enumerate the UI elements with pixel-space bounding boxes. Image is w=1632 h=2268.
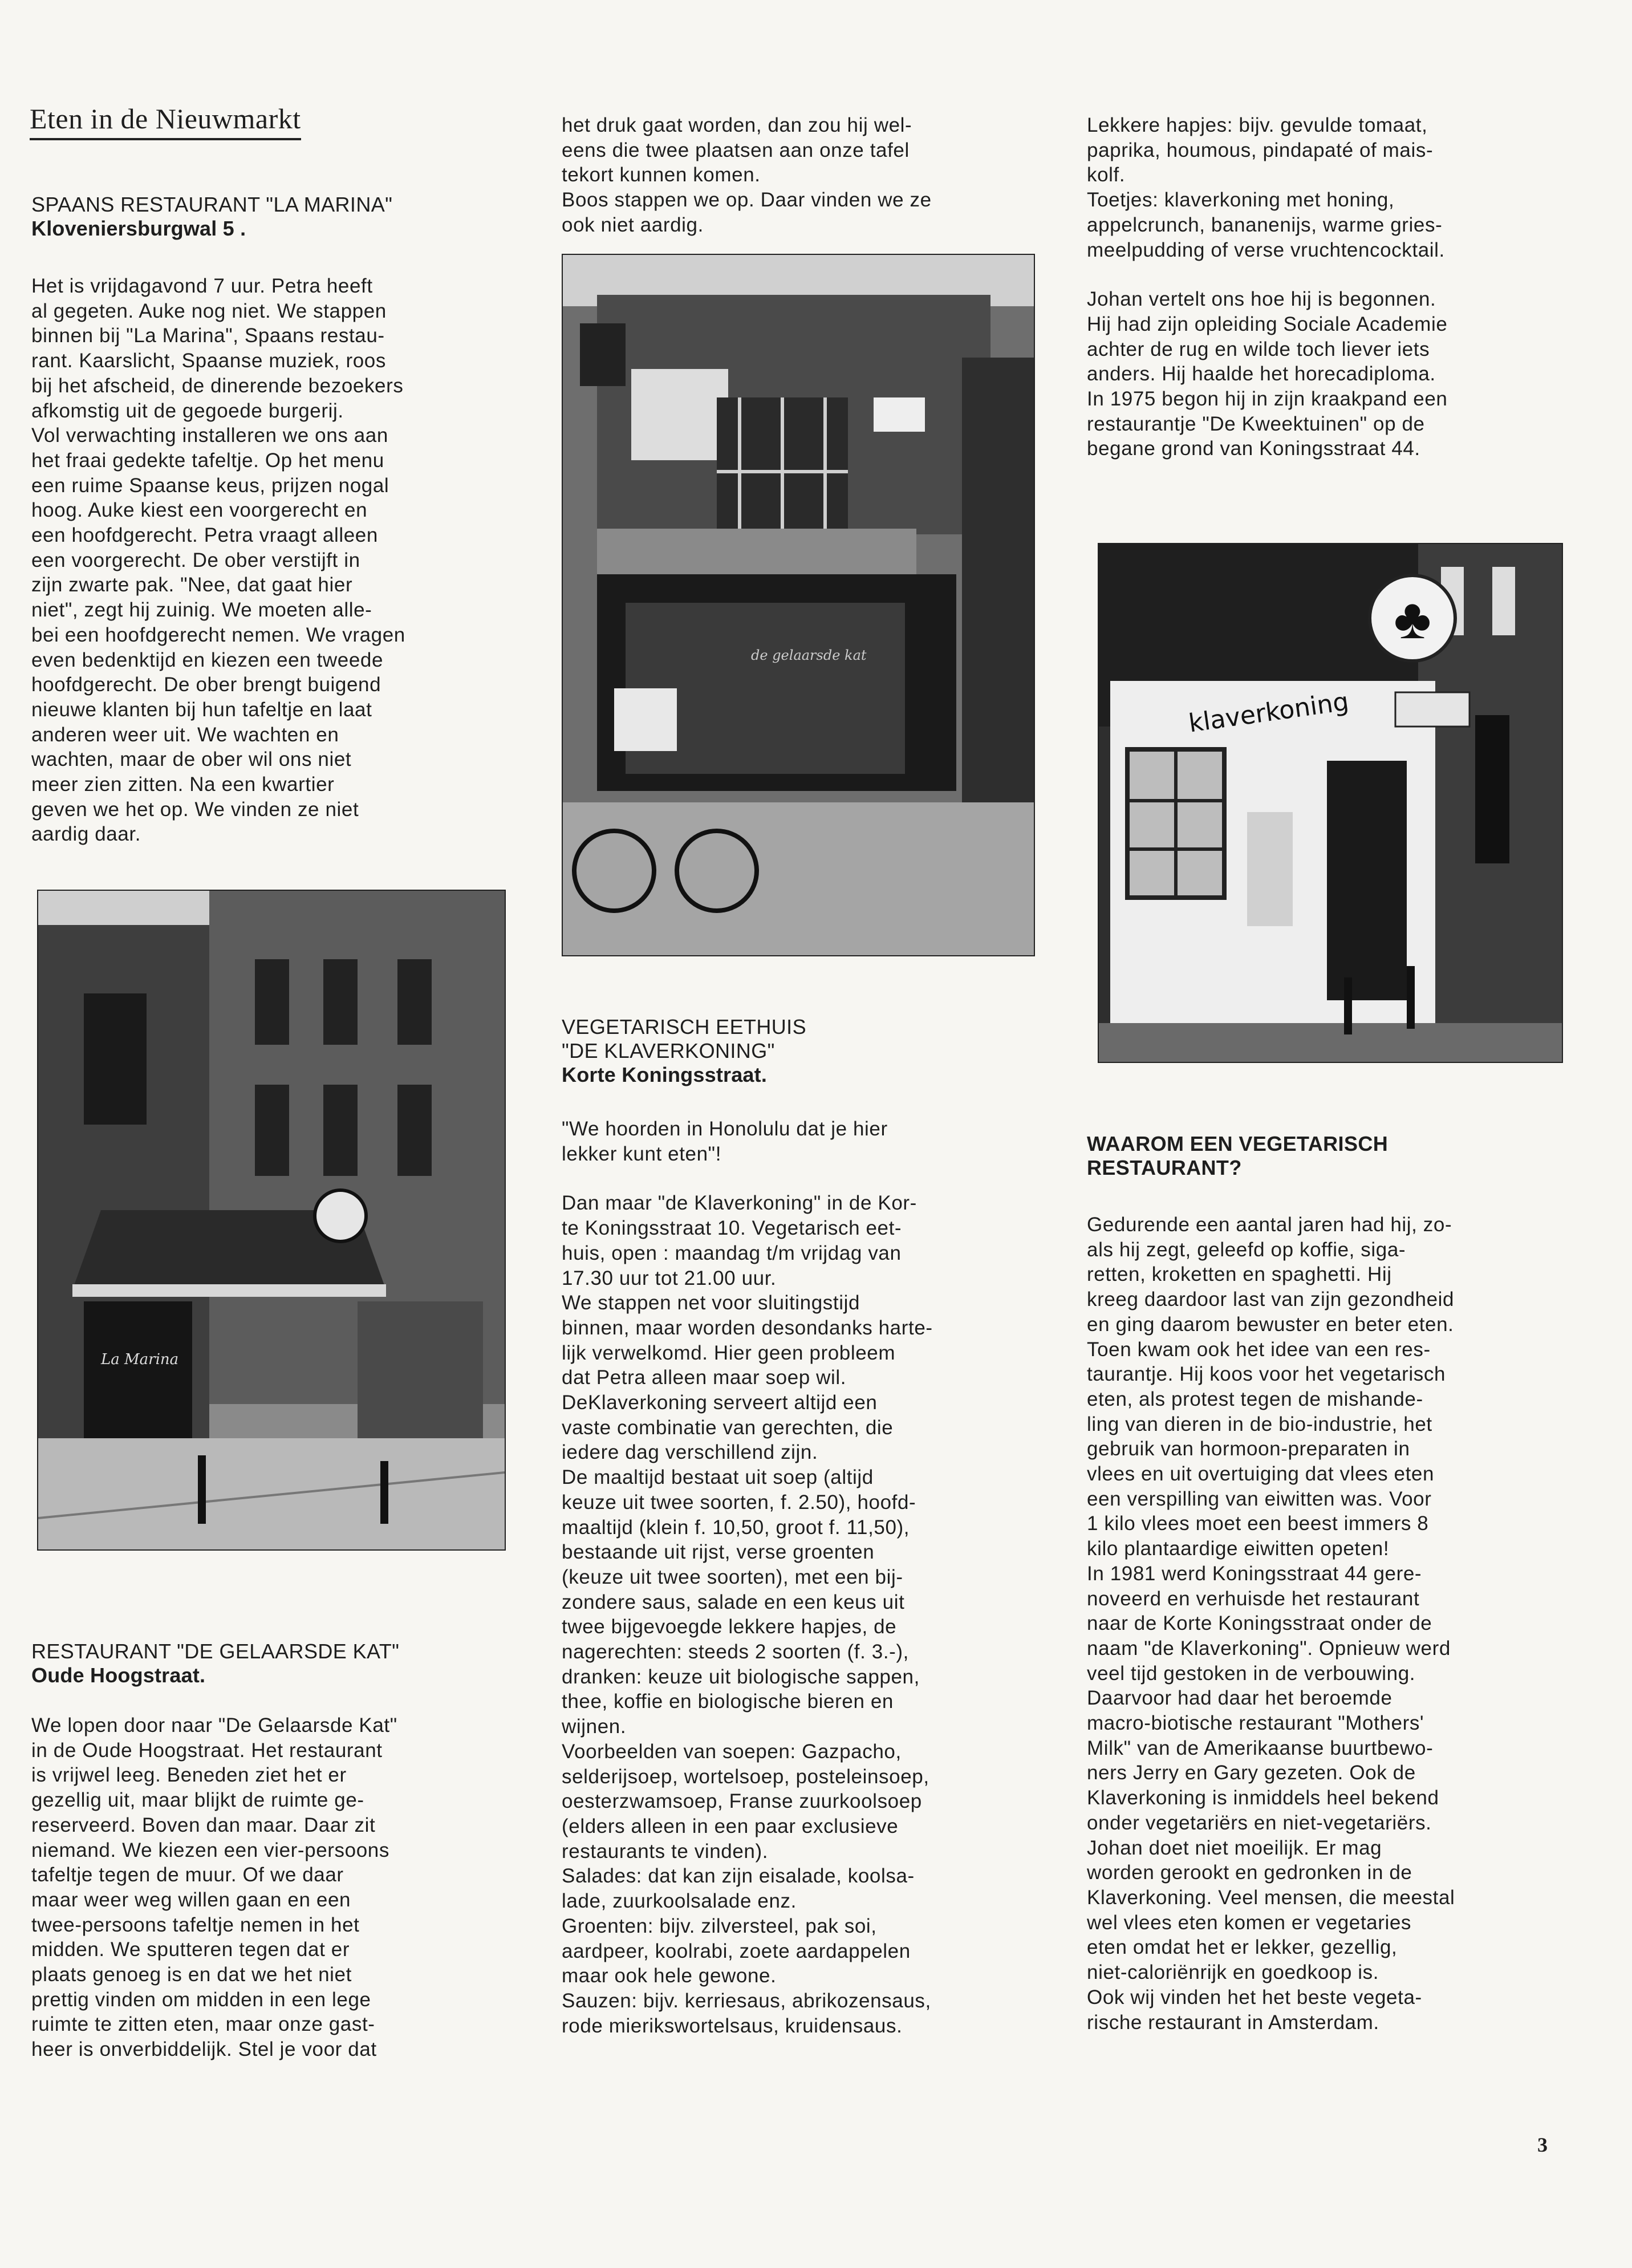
text-line: wachten, maar de ober wil ons niet <box>31 748 352 771</box>
text-line: restaurantje "De Kweektuinen" op de <box>1087 412 1425 435</box>
klaverkoning-address: Korte Koningsstraat. <box>562 1063 768 1086</box>
text-line: Johan doet niet moeilijk. Er mag <box>1087 1836 1382 1859</box>
text-line: wel vlees eten komen er vegetaries <box>1087 1911 1412 1934</box>
text-line: hoofdgerecht. De ober brengt buigend <box>31 673 381 696</box>
text-line: veel tijd gestoken in de verbouwing. <box>1087 1662 1416 1685</box>
text-line: niet-caloriënrijk en goedkoop is. <box>1087 1961 1379 1984</box>
text-line: zondere saus, salade en een keus uit <box>562 1591 905 1613</box>
text-line: Boos stappen we op. Daar vinden we ze <box>562 189 932 212</box>
text-line: We stappen net voor sluitingstijd <box>562 1292 860 1314</box>
text-line: rant. Kaarslicht, Spaanse muziek, roos <box>31 350 386 372</box>
text-line: zijn zwarte pak. "Nee, dat gaat hier <box>31 574 353 597</box>
text-line: Toetjes: klaverkoning met honing, <box>1087 189 1395 212</box>
marina-review <box>31 274 505 847</box>
text-line: even bedenktijd en kiezen een tweede <box>31 648 384 671</box>
marina-heading <box>31 193 499 241</box>
text-line: selderijsoep, wortelsoep, posteleinsoep, <box>562 1765 929 1788</box>
text-line: Johan vertelt ons hoe hij is begonnen. <box>1087 288 1436 311</box>
text-line: reserveerd. Boven dan maar. Daar zit <box>31 1813 376 1836</box>
marina-name: SPAANS RESTAURANT "LA MARINA" <box>31 193 393 216</box>
text-line: midden. We sputteren tegen dat er <box>31 1938 350 1961</box>
text-line: is vrijwel leeg. Beneden ziet het er <box>31 1764 347 1787</box>
text-line: oesterzwamsoep, Franse zuurkoolsoep <box>562 1790 922 1813</box>
section-title: Eten in de Nieuwmarkt <box>30 102 301 140</box>
text-line: Vol verwachting installeren we ons aan <box>31 424 388 447</box>
text-line: aardig daar. <box>31 823 141 846</box>
waarom-heading-line2: RESTAURANT? <box>1087 1156 1242 1179</box>
text-line: meer zien zitten. Na een kwartier <box>31 773 335 796</box>
text-line: lijk verwelkomd. Hier geen probleem <box>562 1341 896 1364</box>
gelaarsde-heading <box>31 1640 505 1687</box>
text-line: en ging daarom bewuster en beter eten. <box>1087 1313 1454 1336</box>
text-line: kreeg daardoor last van zijn gezondheid <box>1087 1288 1455 1311</box>
waarom-heading-line1: WAAROM EEN VEGETARISCH <box>1087 1132 1389 1155</box>
text-line: begane grond van Koningsstraat 44. <box>1087 437 1420 460</box>
text-line: een voorgerecht. De ober verstijft in <box>31 549 360 571</box>
text-line: het druk gaat worden, dan zou hij wel- <box>562 114 912 136</box>
text-line: appelcrunch, bananenijs, warme gries- <box>1087 213 1443 236</box>
text-line: maaltijd (klein f. 10,50, groot f. 11,50), <box>562 1516 910 1539</box>
text-line: niet", zegt hij zuinig. We moeten alle- <box>31 599 372 622</box>
text-line: bestaande uit rijst, verse groenten <box>562 1541 875 1564</box>
text-line: achter de rug en wilde toch liever iets <box>1087 338 1430 360</box>
text-line: gebruik van hormoon-preparaten in <box>1087 1438 1410 1460</box>
photo-sign-klaverkoning: klaverkoning <box>1187 687 1351 739</box>
photo-sign-la-marina: La Marina <box>101 1351 179 1368</box>
marina-address: Kloveniersburgwal 5 . <box>31 217 246 240</box>
klaverkoning-menu-notes <box>1087 113 1560 461</box>
text-line: binnen bij "La Marina", Spaans restau- <box>31 324 385 347</box>
text-line: lekker kunt eten"! <box>562 1142 722 1165</box>
text-line: plaats genoeg is en dat we het niet <box>31 1963 352 1986</box>
text-line: hoog. Auke kiest een voorgerecht en <box>31 499 368 522</box>
text-line: Daarvoor had daar het beroemde <box>1087 1687 1393 1710</box>
photo-la-marina <box>37 890 506 1551</box>
text-line: 17.30 uur tot 21.00 uur. <box>562 1267 777 1289</box>
text-line: Toen kwam ook het idee van een res- <box>1087 1338 1431 1361</box>
text-line: meelpudding of verse vruchtencocktail. <box>1087 238 1445 261</box>
text-line: niemand. We kiezen een vier-persoons <box>31 1839 389 1861</box>
text-line: ook niet aardig. <box>562 213 704 236</box>
text-line: twee-persoons tafeltje nemen in het <box>31 1913 360 1936</box>
text-line: eten omdat het er lekker, gezellig, <box>1087 1936 1398 1959</box>
text-line: kolf. <box>1087 164 1126 186</box>
text-line: heer is onverbiddelijk. Stel je voor dat <box>31 2038 377 2061</box>
text-line: naam "de Klaverkoning". Opnieuw werd <box>1087 1637 1451 1660</box>
gelaarsde-name: RESTAURANT "DE GELAARSDE KAT" <box>31 1640 400 1663</box>
text-line: paprika, houmous, pindapaté of mais- <box>1087 139 1434 161</box>
text-line: iedere dag verschillend zijn. <box>562 1441 818 1464</box>
text-line: dranken: keuze uit biologische sappen, <box>562 1665 920 1688</box>
text-line: In 1981 werd Koningsstraat 44 gere- <box>1087 1562 1422 1585</box>
text-line: (keuze uit twee soorten), met een bij- <box>562 1565 903 1588</box>
text-line: vlees en uit overtuiging dat vlees eten <box>1087 1463 1435 1486</box>
text-line: gezellig uit, maar blijkt de ruimte ge- <box>31 1789 364 1812</box>
text-line: nagerechten: steeds 2 soorten (f. 3.-), <box>562 1641 910 1664</box>
waarom-heading <box>1087 1132 1560 1180</box>
text-line: Milk" van de Amerikaanse buurtbewo- <box>1087 1736 1434 1759</box>
text-line: anders. Hij haalde het horecadiploma. <box>1087 363 1436 386</box>
photo-sign-gelaarsde: de gelaarsde kat <box>751 647 867 663</box>
text-line: macro-biotische restaurant "Mothers' <box>1087 1712 1424 1735</box>
text-line: een verspilling van eiwitten was. Voor <box>1087 1487 1432 1510</box>
text-line: eten, als protest tegen de mishande- <box>1087 1387 1423 1410</box>
waarom-text <box>1087 1212 1566 2035</box>
text-line: Gedurende een aantal jaren had hij, zo- <box>1087 1214 1452 1236</box>
text-line: maar ook hele gewone. <box>562 1965 777 1987</box>
klaverkoning-name-line2: "DE KLAVERKONING" <box>562 1039 775 1062</box>
text-line: "We hoorden in Honolulu dat je hier <box>562 1118 888 1140</box>
klaverkoning-review <box>562 1117 1046 2038</box>
text-line: rode mierikswortelsaus, kruidensaus. <box>562 2014 903 2037</box>
text-line: Salades: dat kan zijn eisalade, koolsa- <box>562 1865 915 1888</box>
text-line: thee, koffie en biologische bieren en <box>562 1690 894 1713</box>
text-line: Sauzen: bijv. kerriesaus, abrikozensaus, <box>562 1989 931 2012</box>
text-line: ruimte te zitten eten, maar onze gast- <box>31 2013 375 2036</box>
text-line: retten, kroketten en spaghetti. Hij <box>1087 1263 1392 1286</box>
klaverkoning-heading <box>562 1015 1035 1087</box>
text-line: huis, open : maandag t/m vrijdag van <box>562 1241 902 1264</box>
text-line: het fraai gedekte tafeltje. Op het menu <box>31 449 384 472</box>
text-line: anderen weer uit. We wachten en <box>31 723 339 746</box>
text-line: een hoofdgerecht. Petra vraagt alleen <box>31 524 378 547</box>
text-line: noveerd en verhuisde het restaurant <box>1087 1587 1420 1610</box>
text-line: naar de Korte Koningsstraat onder de <box>1087 1612 1432 1635</box>
text-line: eens die twee plaatsen aan onze tafel <box>562 139 910 161</box>
text-line: In 1975 begon hij in zijn kraakpand een <box>1087 388 1448 411</box>
text-line: Ook wij vinden het het beste vegeta- <box>1087 1986 1422 2009</box>
text-line: DeKlaverkoning serveert altijd een <box>562 1391 878 1414</box>
text-line: De maaltijd bestaat uit soep (altijd <box>562 1466 874 1489</box>
text-line: (elders alleen in een paar exclusieve <box>562 1815 899 1837</box>
text-line: tafeltje tegen de muur. Of we daar <box>31 1864 344 1886</box>
text-line: Dan maar "de Klaverkoning" in de Kor- <box>562 1192 917 1215</box>
text-line: 1 kilo vlees moet een beest immers 8 <box>1087 1512 1429 1535</box>
text-line: al gegeten. Auke nog niet. We stappen <box>31 299 387 322</box>
text-line: tekort kunnen komen. <box>562 164 761 186</box>
text-line: dat Petra alleen maar soep wil. <box>562 1366 847 1389</box>
text-line: afkomstig uit de gegoede burgerij. <box>31 399 344 422</box>
text-line: bij het afscheid, de dinerende bezoekers <box>31 374 404 397</box>
text-line: bei een hoofdgerecht nemen. We vragen <box>31 623 405 646</box>
text-line: Lekkere hapjes: bijv. gevulde tomaat, <box>1087 114 1428 136</box>
text-line: Het is vrijdagavond 7 uur. Petra heeft <box>31 275 373 297</box>
text-line: Klaverkoning. Veel mensen, die meestal <box>1087 1886 1455 1909</box>
text-line: Groenten: bijv. zilversteel, pak soi, <box>562 1914 877 1937</box>
text-line: restaurants te vinden). <box>562 1840 769 1863</box>
text-line: aardpeer, koolrabi, zoete aardappelen <box>562 1940 911 1962</box>
text-line: vaste combinatie van gerechten, die <box>562 1416 894 1439</box>
text-line: Voorbeelden van soepen: Gazpacho, <box>562 1740 902 1763</box>
text-line: nieuwe klanten bij hun tafeltje en laat <box>31 698 372 721</box>
page-number: 3 <box>1537 2133 1548 2156</box>
klaverkoning-name-line1: VEGETARISCH EETHUIS <box>562 1015 807 1038</box>
text-line: Klaverkoning is inmiddels heel bekend <box>1087 1787 1439 1809</box>
text-line: als hij zegt, geleefd op koffie, siga- <box>1087 1238 1406 1261</box>
gelaarsde-review <box>31 1713 505 2062</box>
club-symbol-icon: ♣ <box>1394 587 1431 651</box>
text-line: keuze uit twee soorten, f. 2.50), hoofd- <box>562 1491 916 1514</box>
text-line: binnen, maar worden desondanks harte- <box>562 1316 933 1339</box>
text-line: worden gerookt en gedronken in de <box>1087 1861 1412 1884</box>
text-line: wijnen. <box>562 1715 627 1738</box>
photo-klaverkoning <box>1098 543 1563 1063</box>
text-line: taurantje. Hij koos voor het vegetarisch <box>1087 1363 1446 1386</box>
text-line: geven we het op. We vinden ze niet <box>31 798 359 821</box>
text-line: prettig vinden om midden in een lege <box>31 1988 371 2011</box>
text-line: lade, zuurkoolsalade enz. <box>562 1890 797 1913</box>
text-line: ners Jerry en Gary gezeten. Ook de <box>1087 1762 1416 1784</box>
text-line: onder vegetariërs en niet-vegetariërs. <box>1087 1811 1432 1834</box>
text-line: ling van dieren in de bio-industrie, het <box>1087 1413 1432 1435</box>
text-line: Hij had zijn opleiding Sociale Academie <box>1087 313 1448 335</box>
text-line: in de Oude Hoogstraat. Het restaurant <box>31 1739 383 1762</box>
text-line: kilo plantaardige eiwitten opeten! <box>1087 1537 1390 1560</box>
gelaarsde-continuation <box>562 113 1046 238</box>
text-line: We lopen door naar "De Gelaarsde Kat" <box>31 1714 397 1736</box>
text-line: een ruime Spaanse keus, prijzen nogal <box>31 474 389 497</box>
text-line: maar weer weg willen gaan en een <box>31 1888 351 1911</box>
photo-gelaarsde-kat <box>562 254 1035 956</box>
text-line: rische restaurant in Amsterdam. <box>1087 2011 1379 2034</box>
text-line: te Koningsstraat 10. Vegetarisch eet- <box>562 1217 902 1240</box>
gelaarsde-address: Oude Hoogstraat. <box>31 1664 206 1687</box>
text-line: twee bijgevoegde lekkere hapjes, de <box>562 1616 897 1638</box>
